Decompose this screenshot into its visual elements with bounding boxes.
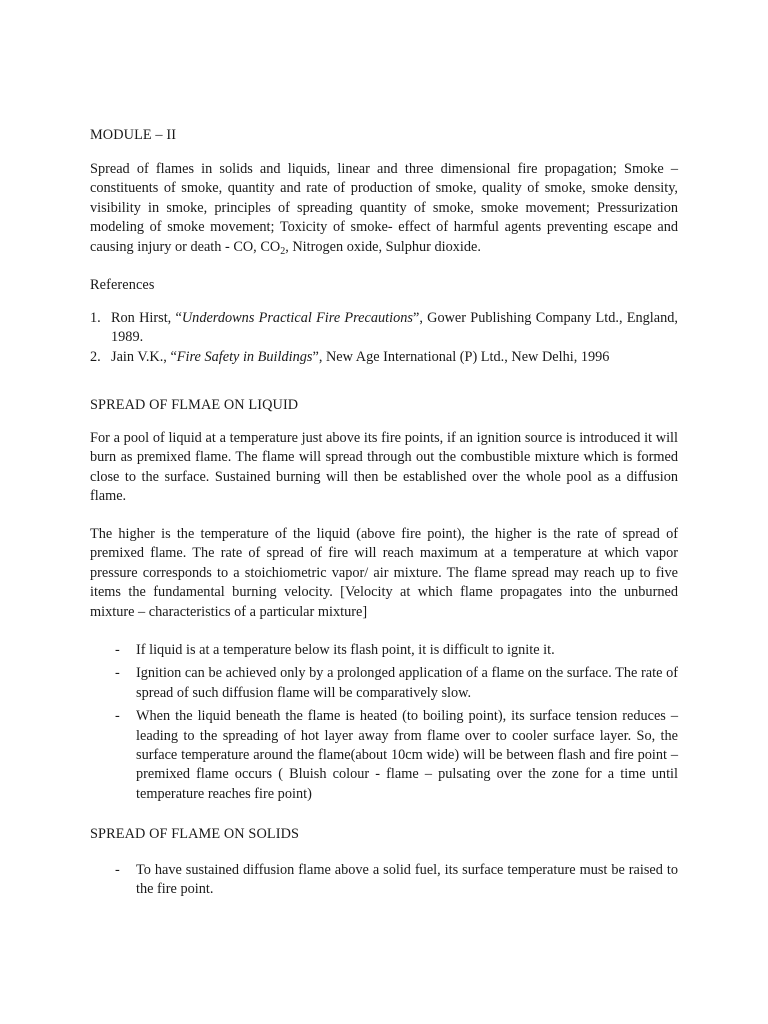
reference-author: Jain V.K., “ (111, 348, 177, 365)
reference-publisher: ”, Gower Publishing Company Ltd., England, 1989. (111, 310, 678, 346)
reference-number: 2. (90, 348, 101, 365)
bullet-dash: - (115, 708, 120, 725)
references-list (90, 309, 678, 367)
bullet-text: When the liquid beneath the flame is heated (to boiling point), its surface tension reduces – leading to the spreading of hot layer away from flame over to cooler surface layer. So, the surface temperature around the flame(about 10cm wide) will be between flash and fire point – premixed flame occurs ( Bluish colour - flame – pulsating over the zone for a time until temperature reaches fire point) (136, 708, 678, 802)
bullet-text: Ignition can be achieved only by a prolonged application of a flame on the surface. The rate of spread of such diffusion flame will be comparatively slow. (136, 665, 678, 701)
reference-title: Fire Safety in Buildings (176, 348, 313, 365)
intro-text-end: , Nitrogen oxide, Sulphur dioxide. (285, 238, 481, 255)
reference-publisher: ”, New Age International (P) Ltd., New Delhi, 1996 (312, 348, 610, 365)
co2-subscript: 2 (280, 245, 286, 257)
solids-section-heading: SPREAD OF FLAME ON SOLIDS (90, 826, 300, 842)
bullet-item (115, 641, 678, 660)
module-intro-paragraph (90, 160, 678, 257)
reference-number: 1. (90, 310, 101, 326)
bullet-text: If liquid is at a temperature below its flash point, it is difficult to ignite it. (136, 642, 555, 658)
bullet-dash: - (115, 862, 120, 878)
bullet-item (115, 861, 678, 900)
reference-title: Underdowns Practical Fire Precautions (181, 310, 413, 326)
bullet-dash: - (115, 665, 120, 682)
liquid-paragraph-2: The higher is the temperature of the liquid (above fire point), the higher is the rate of spread of premixed flame. The rate of spread of fire will reach maximum at a temperature at which vapor pressure corresponds to a stoichiometric vapor/ air mixture. The flame spread may reach up to five items the fundamental burning velocity. [Velocity at which flame propagates into the unburned mixture – characteristics of a particular mixture] (90, 526, 678, 620)
liquid-paragraph-1: For a pool of liquid at a temperature just above its fire points, if an ignition source is introduced it will burn as premixed flame. The flame will spread through out the combustible mixture which is formed close to the surface. Sustained burning will then be established over the whole pool as a diffusion flame. (90, 430, 678, 505)
liquid-section-heading: SPREAD OF FLMAE ON LIQUID (90, 397, 299, 413)
bullet-item (115, 664, 678, 703)
reference-author: Ron Hirst, “ (111, 310, 182, 326)
bullet-dash: - (115, 642, 120, 658)
bullet-item (115, 707, 678, 804)
module-heading: MODULE – II (90, 127, 177, 143)
bullet-text: To have sustained diffusion flame above a solid fuel, its surface temperature must be raised to the fire point. (136, 862, 678, 898)
reference-item (90, 309, 678, 348)
reference-item (90, 348, 678, 367)
intro-text: Spread of flames in solids and liquids, linear and three dimensional fire propagation; Smoke – constituents of smoke, quantity and rate of production of smoke, quality of smoke, smoke density, visibility in smoke, principles of spreading quantity of smoke, smoke movement; Pressurization modeling of smoke movement; Toxicity of smoke- effect of harmful agents preventing escape and causing injury or death - CO, CO (90, 161, 678, 255)
solids-bullet-list (115, 861, 678, 904)
liquid-bullet-list (115, 641, 678, 808)
references-heading: References (90, 277, 155, 293)
